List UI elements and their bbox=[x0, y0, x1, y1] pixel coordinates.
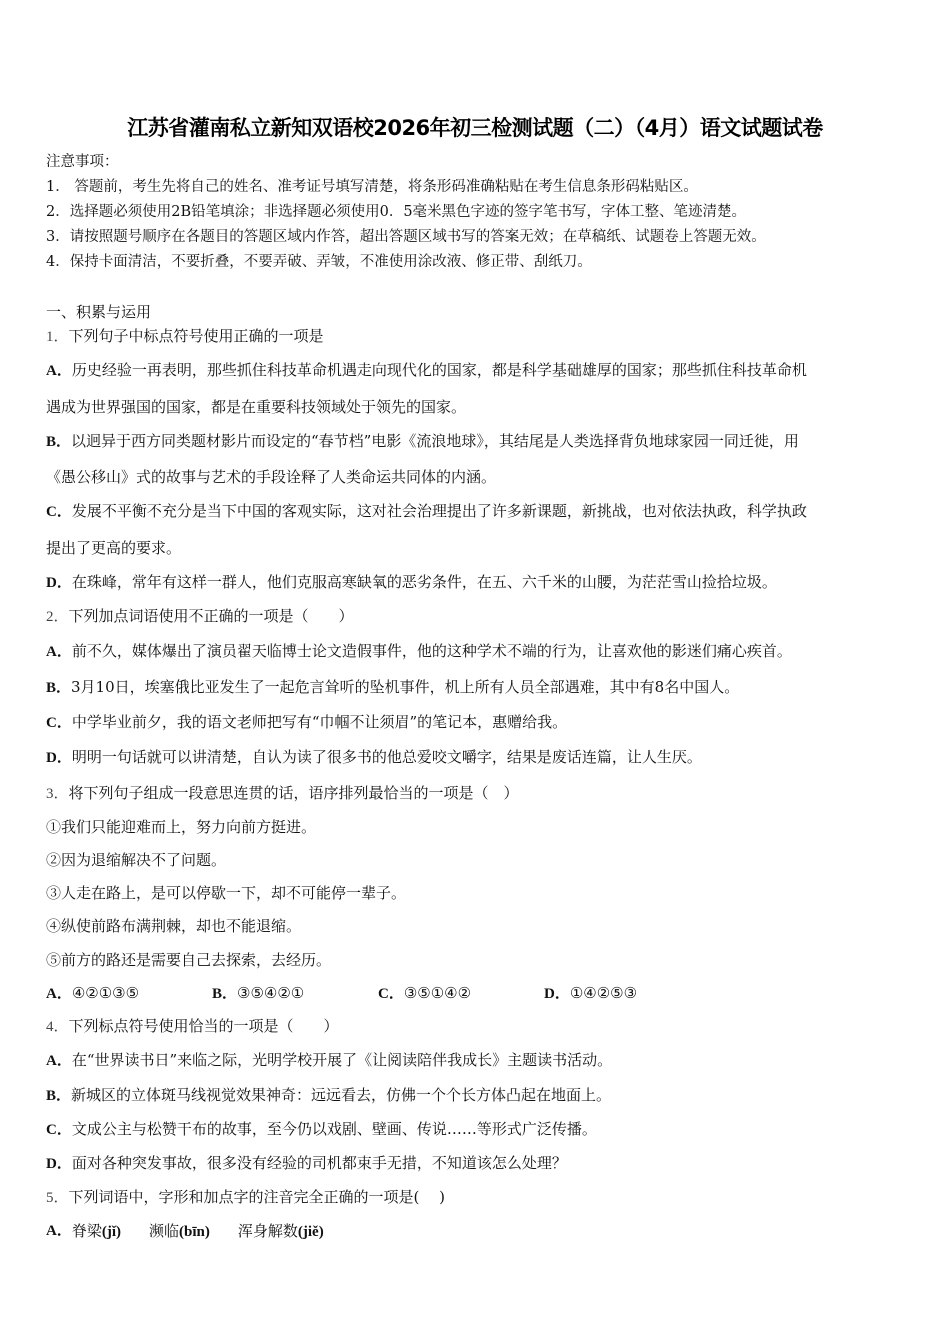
option-letter: C． bbox=[46, 715, 72, 731]
word-text: 浑身解数 bbox=[237, 1222, 298, 1240]
pinyin-word bbox=[149, 1221, 210, 1242]
q3-option-a bbox=[46, 983, 212, 1004]
q4-option-d bbox=[46, 1153, 567, 1174]
question-text: 下列句子中标点符号使用正确的一项是 bbox=[68, 327, 324, 345]
option-letter: A． bbox=[46, 644, 72, 660]
q4-option-a bbox=[46, 1050, 612, 1071]
option-text: 面对各种突发事故，很多没有经验的司机都束手无措，不知道该怎么处理？ bbox=[71, 1154, 567, 1172]
q3-sentence: ①我们只能迎难而上，努力向前方挺进。 bbox=[46, 818, 317, 836]
option-letter: D． bbox=[46, 750, 72, 766]
option-text: ④②①③⑤ bbox=[71, 984, 140, 1002]
q1-option-a-cont: 遇成为世界强国的国家，都是在重要科技领域处于领先的国家。 bbox=[46, 398, 467, 416]
question-text: 将下列句子组成一段意思连贯的话，语序排列最恰当的一项是（ ） bbox=[68, 784, 519, 802]
q3-sentence: ⑤前方的路还是需要自己去探索，去经历。 bbox=[46, 951, 332, 969]
question-5-stem bbox=[46, 1187, 445, 1208]
option-text: 中学毕业前夕，我的语文老师把写有“巾帼不让须眉”的笔记本，惠赠给我。 bbox=[71, 713, 568, 731]
question-text: 下列加点词语使用不正确的一项是（ ） bbox=[68, 607, 354, 625]
option-letter: A． bbox=[46, 363, 72, 379]
notice-item: 4．保持卡面清洁，不要折叠，不要弄破、弄皱，不准使用涂改液、修正带、刮纸刀。 bbox=[46, 254, 592, 270]
q1-option-c-cont: 提出了更高的要求。 bbox=[46, 539, 182, 557]
option-letter: D． bbox=[46, 575, 72, 591]
question-1-stem bbox=[46, 326, 324, 347]
option-letter: C． bbox=[46, 1122, 72, 1138]
option-letter: A． bbox=[46, 986, 72, 1002]
q3-sentence: ③人走在路上，是可以停歇一下，却不可能停一辈子。 bbox=[46, 884, 407, 902]
section-heading: 一、积累与运用 bbox=[46, 303, 152, 321]
option-letter: B． bbox=[46, 1088, 72, 1104]
q2-option-a bbox=[46, 641, 792, 662]
option-text: ③⑤④②① bbox=[237, 984, 305, 1002]
question-3-stem bbox=[46, 783, 519, 804]
q1-option-b-cont: 《愚公移山》式的故事与艺术的手段诠释了人类命运共同体的内涵。 bbox=[46, 468, 497, 486]
question-text: 下列词语中，字形和加点字的注音完全正确的一项是( ) bbox=[68, 1188, 445, 1206]
option-letter: A． bbox=[46, 1223, 72, 1239]
q1-option-b bbox=[46, 431, 799, 452]
question-text: 下列标点符号使用恰当的一项是（ ） bbox=[68, 1017, 339, 1035]
option-letter: A． bbox=[46, 1053, 72, 1069]
notice-item: 2．选择题必须使用2B铅笔填涂；非选择题必须使用0．5毫米黑色字迹的签字笔书写，字体工整、笔迹清楚。 bbox=[46, 204, 747, 220]
option-letter: D． bbox=[46, 1156, 72, 1172]
option-letter: B． bbox=[46, 680, 72, 696]
q2-option-d bbox=[46, 747, 702, 768]
option-text: 前不久，媒体爆出了演员翟天临博士论文造假事件，他的这种学术不端的行为，让喜欢他的影迷们痛心疾首。 bbox=[71, 642, 792, 660]
option-text: 新城区的立体斑马线视觉效果神奇：远远看去，仿佛一个个长方体凸起在地面上。 bbox=[71, 1086, 612, 1104]
q4-option-b bbox=[46, 1085, 611, 1106]
q5-option-a bbox=[46, 1221, 352, 1242]
question-number: 2． bbox=[46, 609, 69, 625]
q1-option-d bbox=[46, 572, 777, 593]
option-text: 文成公主与松赞干布的故事，至今仍以戏剧、壁画、传说……等形式广泛传播。 bbox=[71, 1120, 597, 1138]
word-text: 脊梁 bbox=[71, 1222, 102, 1240]
option-text: 以迥异于西方同类题材影片而设定的“春节档”电影《流浪地球》，其结尾是人类选择背负地球家园一同迁徙，用 bbox=[71, 432, 799, 450]
question-number: 4． bbox=[46, 1019, 69, 1035]
q1-option-a bbox=[46, 360, 807, 381]
option-text: 在“世界读书日”来临之际，光明学校开展了《让阅读陪伴我成长》主题读书活动。 bbox=[71, 1051, 613, 1069]
notice-item: 1． 答题前，考生先将自己的姓名、准考证号填写清楚，将条形码准确粘贴在考生信息条形码粘贴区。 bbox=[46, 179, 698, 195]
option-letter: C． bbox=[378, 986, 404, 1002]
q3-option-c bbox=[378, 983, 544, 1004]
option-letter: D． bbox=[544, 986, 570, 1002]
document-title: 江苏省灌南私立新知双语校2026年初三检测试题（二）（4月）语文试题试卷 bbox=[127, 116, 823, 140]
option-text: 在珠峰，常年有这样一群人，他们克服高寒缺氧的恶劣条件，在五、六千米的山腰，为茫茫雪山捡拾垃圾。 bbox=[71, 573, 777, 591]
q3-sentence: ④纵使前路布满荆棘，却也不能退缩。 bbox=[46, 917, 302, 935]
word-text: 濒临 bbox=[149, 1222, 180, 1240]
option-text: 明明一句话就可以讲清楚，自认为读了很多书的他总爱咬文嚼字，结果是废话连篇，让人生厌。 bbox=[71, 748, 702, 766]
q3-option-b bbox=[212, 983, 378, 1004]
question-number: 3． bbox=[46, 786, 69, 802]
word-pinyin: (bīn) bbox=[179, 1224, 210, 1240]
question-number: 5． bbox=[46, 1190, 69, 1206]
option-text: 发展不平衡不充分是当下中国的客观实际，这对社会治理提出了许多新课题，新挑战，也对依法执政，科学执政 bbox=[71, 502, 807, 520]
q1-option-c bbox=[46, 501, 807, 522]
notice-heading: 注意事项： bbox=[46, 154, 119, 170]
q3-sentence: ②因为退缩解决不了问题。 bbox=[46, 851, 227, 869]
option-text: 3月10日，埃塞俄比亚发生了一起危言耸听的坠机事件，机上所有人员全部遇难，其中有8名中国人。 bbox=[71, 678, 740, 696]
q2-option-c bbox=[46, 712, 567, 733]
word-pinyin: (jǐ) bbox=[101, 1224, 122, 1240]
option-letter: B． bbox=[212, 986, 238, 1002]
q3-options bbox=[46, 983, 710, 1004]
word-pinyin: (jiě) bbox=[297, 1224, 324, 1240]
q2-option-b bbox=[46, 677, 739, 698]
q4-option-c bbox=[46, 1119, 597, 1140]
option-letter: B． bbox=[46, 434, 72, 450]
pinyin-word bbox=[72, 1221, 121, 1242]
option-text: ③⑤①④② bbox=[403, 984, 472, 1002]
notice-item: 3．请按照题号顺序在各题目的答题区域内作答，超出答题区域书写的答案无效；在草稿纸、试题卷上答题无效。 bbox=[46, 229, 766, 245]
question-2-stem bbox=[46, 606, 354, 627]
q3-option-d bbox=[544, 983, 710, 1004]
pinyin-word bbox=[238, 1221, 324, 1242]
option-text: ①④②⑤③ bbox=[569, 984, 638, 1002]
question-4-stem bbox=[46, 1016, 339, 1037]
question-number: 1． bbox=[46, 329, 69, 345]
option-letter: C． bbox=[46, 504, 72, 520]
option-text: 历史经验一再表明，那些抓住科技革命机遇走向现代化的国家，都是科学基础雄厚的国家；那些抓住科技革命机 bbox=[71, 361, 807, 379]
